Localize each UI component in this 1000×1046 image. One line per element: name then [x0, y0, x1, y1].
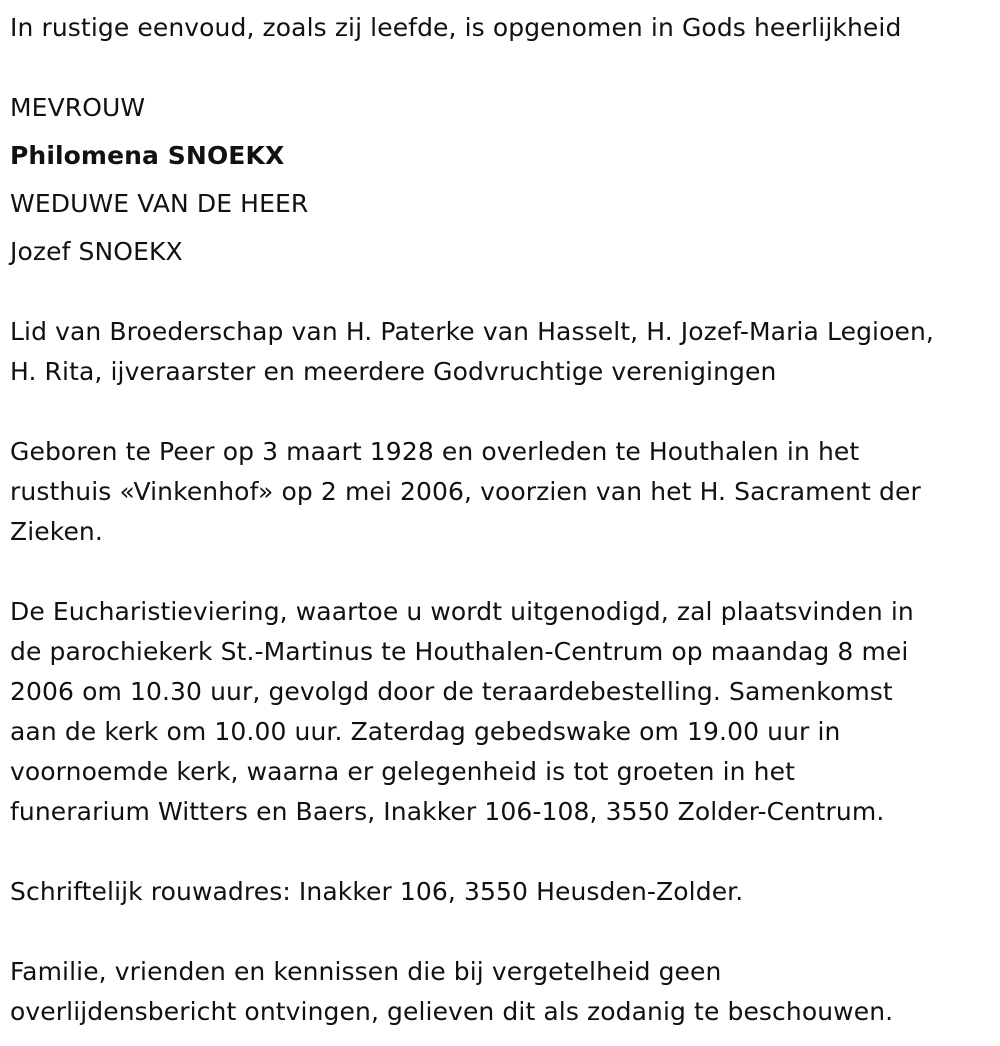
ceremony-line: voornoemde kerk, waarna er gelegenheid is tot groeten in het [10, 757, 795, 786]
birth-death-line: rusthuis «Vinkenhof» op 2 mei 2006, voorzien van het H. Sacrament der [10, 477, 921, 506]
closing-line: overlijdensbericht ontvingen, gelieven dit als zodanig te beschouwen. [10, 997, 894, 1026]
ceremony-line: De Eucharistieviering, waartoe u wordt uitgenodigd, zal plaatsvinden in [10, 597, 914, 626]
widow-of-label: WEDUWE VAN DE HEER [10, 189, 309, 218]
ceremony-line: 2006 om 10.30 uur, gevolgd door de teraardebestelling. Samenkomst [10, 677, 893, 706]
intro-text: In rustige eenvoud, zoals zij leefde, is opgenomen in Gods heerlijkheid [10, 13, 902, 42]
honorific-title: MEVROUW [10, 93, 146, 122]
ceremony-line: aan de kerk om 10.00 uur. Zaterdag gebedswake om 19.00 uur in [10, 717, 841, 746]
ceremony-line: de parochiekerk St.-Martinus te Houthalen-Centrum op maandag 8 mei [10, 637, 909, 666]
birth-death-line: Geboren te Peer op 3 maart 1928 en overleden te Houthalen in het [10, 437, 860, 466]
ceremony-line: funerarium Witters en Baers, Inakker 106-108, 3550 Zolder-Centrum. [10, 797, 885, 826]
ceremony-paragraph [10, 592, 990, 832]
membership-line: H. Rita, ijveraarster en meerdere Godvruchtige verenigingen [10, 357, 777, 386]
closing-line: Familie, vrienden en kennissen die bij vergetelheid geen [10, 957, 722, 986]
deceased-name: Philomena SNOEKX [10, 141, 285, 170]
membership-paragraph [10, 312, 990, 392]
spouse-name: Jozef SNOEKX [10, 237, 183, 266]
membership-line: Lid van Broederschap van H. Paterke van Hasselt, H. Jozef-Maria Legioen, [10, 317, 934, 346]
birth-death-line: Zieken. [10, 517, 103, 546]
birth-death-paragraph [10, 432, 990, 552]
mourning-address: Schriftelijk rouwadres: Inakker 106, 3550 Heusden-Zolder. [10, 877, 744, 906]
closing-paragraph [10, 952, 990, 1032]
